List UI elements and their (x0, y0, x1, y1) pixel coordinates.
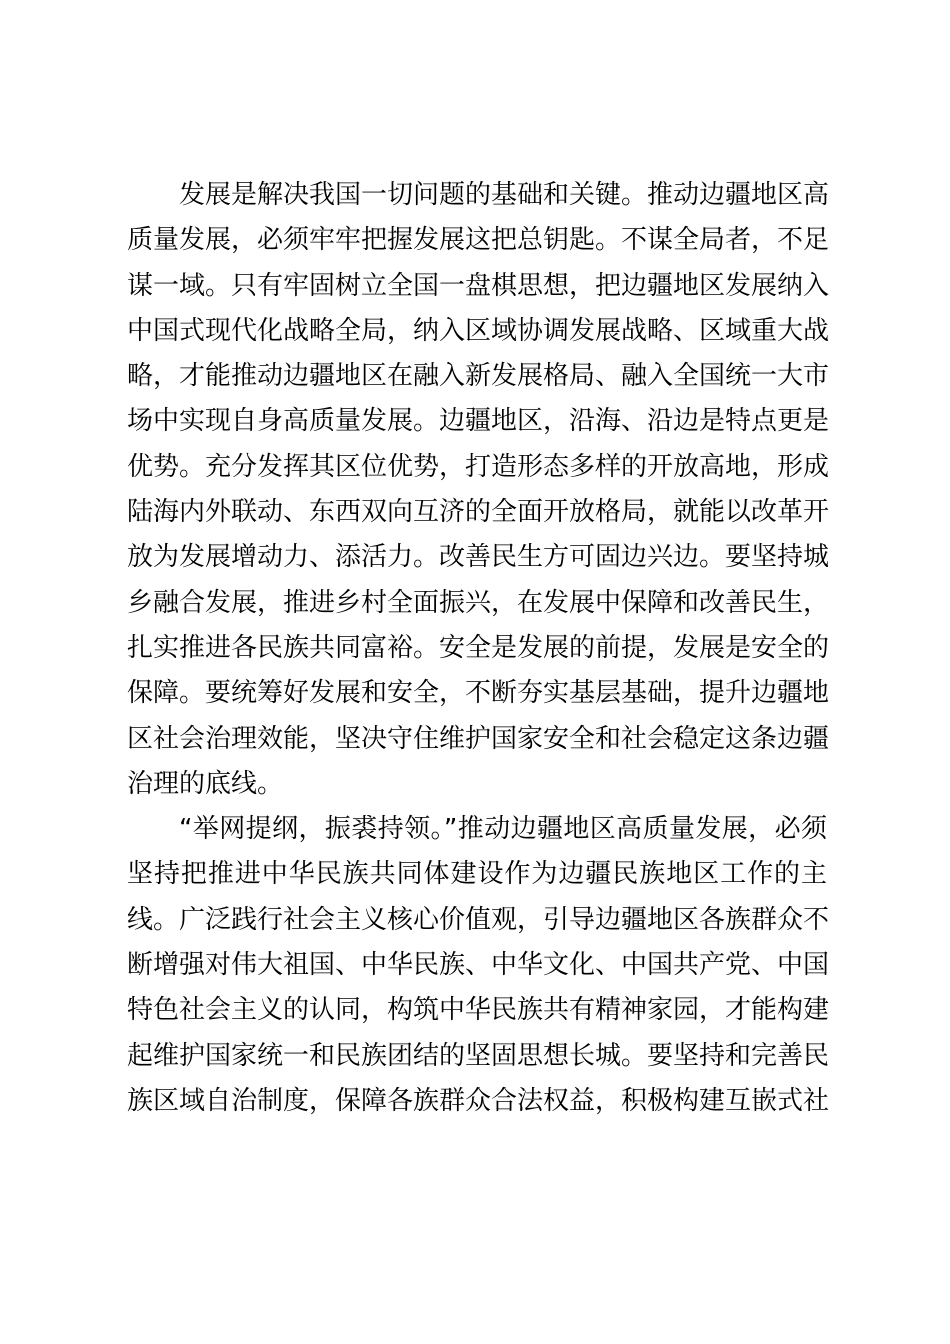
text-line: 谋一域。只有牢固树立全国一盘棋思想，把边疆地区发展纳入 (127, 270, 830, 301)
text-line: 特色社会主义的认同，构筑中华民族共有精神家园，才能构建 (127, 995, 830, 1026)
text-line: 发展是解决我国一切问题的基础和关键。推动边疆地区高 (179, 180, 830, 210)
text-line: 起维护国家统一和民族团结的坚固思想长城。要坚持和完善民 (127, 1040, 830, 1071)
paragraph-1 (127, 173, 830, 807)
text-line: 保障。要统筹好发展和安全，不断夯实基层基础，提升边疆地 (127, 678, 830, 709)
text-line: 中国式现代化战略全局，纳入区域协调发展战略、区域重大战 (127, 315, 830, 346)
text-line: 略，才能推动边疆地区在融入新发展格局、融入全国统一大市 (127, 361, 830, 392)
text-line: 扎实推进各民族共同富裕。安全是发展的前提，发展是安全的 (127, 632, 830, 663)
text-line: 线。广泛践行社会主义核心价值观，引导边疆地区各族群众不 (127, 904, 830, 935)
text-line: 乡融合发展，推进乡村全面振兴，在发展中保障和改善民生， (127, 587, 830, 618)
text-line: 放为发展增动力、添活力。改善民生方可固边兴边。要坚持城 (127, 542, 830, 573)
text-line: “举网提纲，振裘持领。”推动边疆地区高质量发展，必须 (179, 814, 827, 845)
text-line: 治理的底线。 (127, 768, 284, 799)
body-text (127, 173, 830, 1124)
text-line: 陆海内外联动、东西双向互济的全面开放格局，就能以改革开 (127, 497, 830, 528)
text-line: 族区域自治制度，保障各族群众合法权益，积极构建互嵌式社 (127, 1085, 830, 1116)
text-line: 坚持把推进中华民族共同体建设作为边疆民族地区工作的主 (127, 859, 827, 890)
paragraph-2 (127, 807, 830, 1124)
text-line: 场中实现自身高质量发展。边疆地区，沿海、沿边是特点更是 (127, 406, 830, 437)
text-line: 优势。充分发挥其区位优势，打造形态多样的开放高地，形成 (127, 451, 830, 482)
text-line: 质量发展，必须牢牢把握发展这把总钥匙。不谋全局者，不足 (127, 225, 830, 256)
text-line: 区社会治理效能，坚决守住维护国家安全和社会稳定这条边疆 (127, 723, 830, 754)
text-line: 断增强对伟大祖国、中华民族、中华文化、中国共产党、中国 (127, 950, 830, 981)
